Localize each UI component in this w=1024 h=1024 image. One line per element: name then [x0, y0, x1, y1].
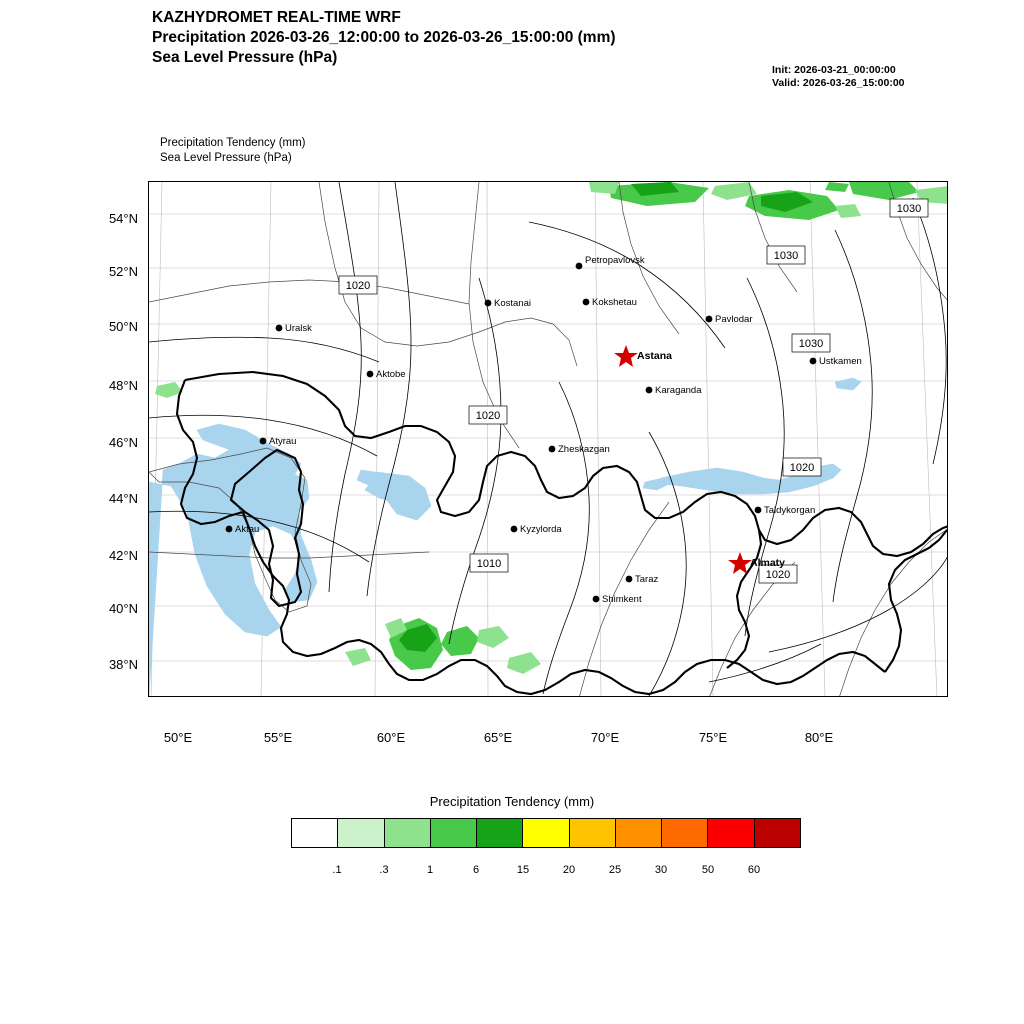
map-plot-area[interactable]	[148, 181, 948, 697]
colorbar-label-6: 25	[608, 864, 622, 876]
init-time: Init: 2026-03-21_00:00:00	[772, 64, 896, 76]
colorbar	[291, 818, 801, 848]
svg-text:1030: 1030	[896, 203, 922, 215]
x-tick-4: 70°E	[590, 730, 620, 745]
colorbar-swatch-6	[570, 819, 616, 847]
city-kyzylorda	[511, 524, 563, 535]
y-tick-1: 52°N	[108, 264, 138, 279]
svg-text:Shimkent: Shimkent	[602, 594, 642, 605]
svg-text:Karaganda: Karaganda	[655, 385, 702, 396]
colorbar-swatch-5	[523, 819, 569, 847]
svg-text:1020: 1020	[789, 462, 815, 474]
svg-text:Kokshetau: Kokshetau	[592, 297, 637, 308]
svg-text:Kyzylorda: Kyzylorda	[520, 524, 562, 535]
y-tick-5: 44°N	[108, 491, 138, 506]
valid-time: Valid: 2026-03-26_15:00:00	[772, 77, 905, 89]
y-tick-3: 48°N	[108, 378, 138, 393]
x-tick-3: 65°E	[483, 730, 513, 745]
svg-text:1020: 1020	[475, 410, 501, 422]
y-tick-7: 40°N	[108, 601, 138, 616]
y-tick-4: 46°N	[108, 435, 138, 450]
colorbar-label-3: 6	[472, 864, 480, 876]
svg-text:Taraz: Taraz	[635, 574, 659, 585]
city-markers	[226, 255, 862, 605]
init-valid-block	[772, 64, 905, 90]
colorbar-swatch-8	[662, 819, 708, 847]
city-pavlodar	[706, 314, 753, 325]
city-zheskazgan	[549, 444, 610, 455]
svg-text:Kostanai: Kostanai	[494, 298, 531, 309]
svg-text:Taldykorgan: Taldykorgan	[764, 505, 816, 516]
city-taldykorgan	[755, 505, 816, 516]
colorbar-label-8: 50	[701, 864, 715, 876]
colorbar-swatch-1	[338, 819, 384, 847]
svg-text:Astana: Astana	[637, 350, 673, 362]
plot-sublabels	[160, 136, 306, 166]
svg-text:Aktobe: Aktobe	[376, 369, 406, 380]
colorbar-label-0: .1	[332, 864, 342, 876]
x-tick-1: 55°E	[263, 730, 293, 745]
title-line-1: KAZHYDROMET REAL-TIME WRF	[152, 9, 401, 26]
svg-text:Atyrau: Atyrau	[269, 436, 297, 447]
colorbar-swatch-10	[755, 819, 800, 847]
colorbar-label-1: .3	[379, 864, 389, 876]
city-uralsk	[276, 323, 313, 334]
city-astana	[614, 345, 672, 367]
colorbar-label-9: 60	[747, 864, 761, 876]
city-taraz	[626, 574, 659, 585]
colorbar-labels	[291, 864, 801, 880]
colorbar-label-4: 15	[516, 864, 530, 876]
city-kostanai	[485, 298, 531, 309]
colorbar-label-7: 30	[654, 864, 668, 876]
x-tick-0: 50°E	[163, 730, 193, 745]
city-petropavlovsk	[576, 255, 645, 269]
svg-text:1030: 1030	[773, 250, 799, 262]
svg-text:1030: 1030	[798, 338, 824, 350]
plot-sublabel-precip: Precipitation Tendency (mm)	[160, 137, 306, 149]
city-ustkamen	[810, 356, 862, 367]
svg-text:Aktau: Aktau	[235, 524, 260, 535]
colorbar-swatch-9	[708, 819, 754, 847]
svg-text:1010: 1010	[476, 558, 502, 570]
svg-text:Uralsk: Uralsk	[285, 323, 312, 334]
title-line-2: Precipitation 2026-03-26_12:00:00 to 2026-03-26_15:00:00 (mm)	[152, 29, 616, 46]
svg-text:Petropavlovsk: Petropavlovsk	[585, 255, 645, 266]
city-karaganda	[646, 385, 703, 396]
x-tick-5: 75°E	[698, 730, 728, 745]
colorbar-swatch-2	[385, 819, 431, 847]
svg-text:1020: 1020	[345, 280, 371, 292]
y-tick-6: 42°N	[108, 548, 138, 563]
city-kokshetau	[583, 297, 637, 308]
water-bodies	[149, 378, 861, 697]
colorbar-label-2: 1	[426, 864, 434, 876]
y-tick-8: 38°N	[108, 657, 138, 672]
svg-text:Zheskazgan: Zheskazgan	[558, 444, 610, 455]
svg-text:Pavlodar: Pavlodar	[715, 314, 753, 325]
x-tick-6: 80°E	[804, 730, 834, 745]
svg-text:Almaty: Almaty	[750, 557, 786, 569]
title-line-3: Sea Level Pressure (hPa)	[152, 49, 338, 66]
svg-text:1020: 1020	[765, 569, 791, 581]
svg-text:Ustkamen: Ustkamen	[819, 356, 862, 367]
colorbar-swatch-0	[292, 819, 338, 847]
plot-sublabel-slp: Sea Level Pressure (hPa)	[160, 152, 292, 164]
x-tick-2: 60°E	[376, 730, 406, 745]
city-aktobe	[367, 369, 406, 380]
colorbar-swatch-3	[431, 819, 477, 847]
y-tick-2: 50°N	[108, 319, 138, 334]
title-block	[152, 8, 616, 68]
colorbar-swatch-4	[477, 819, 523, 847]
colorbar-swatch-7	[616, 819, 662, 847]
colorbar-label-5: 20	[562, 864, 576, 876]
y-tick-0: 54°N	[108, 211, 138, 226]
map-svg	[149, 182, 948, 697]
colorbar-title: Precipitation Tendency (mm)	[429, 794, 595, 809]
